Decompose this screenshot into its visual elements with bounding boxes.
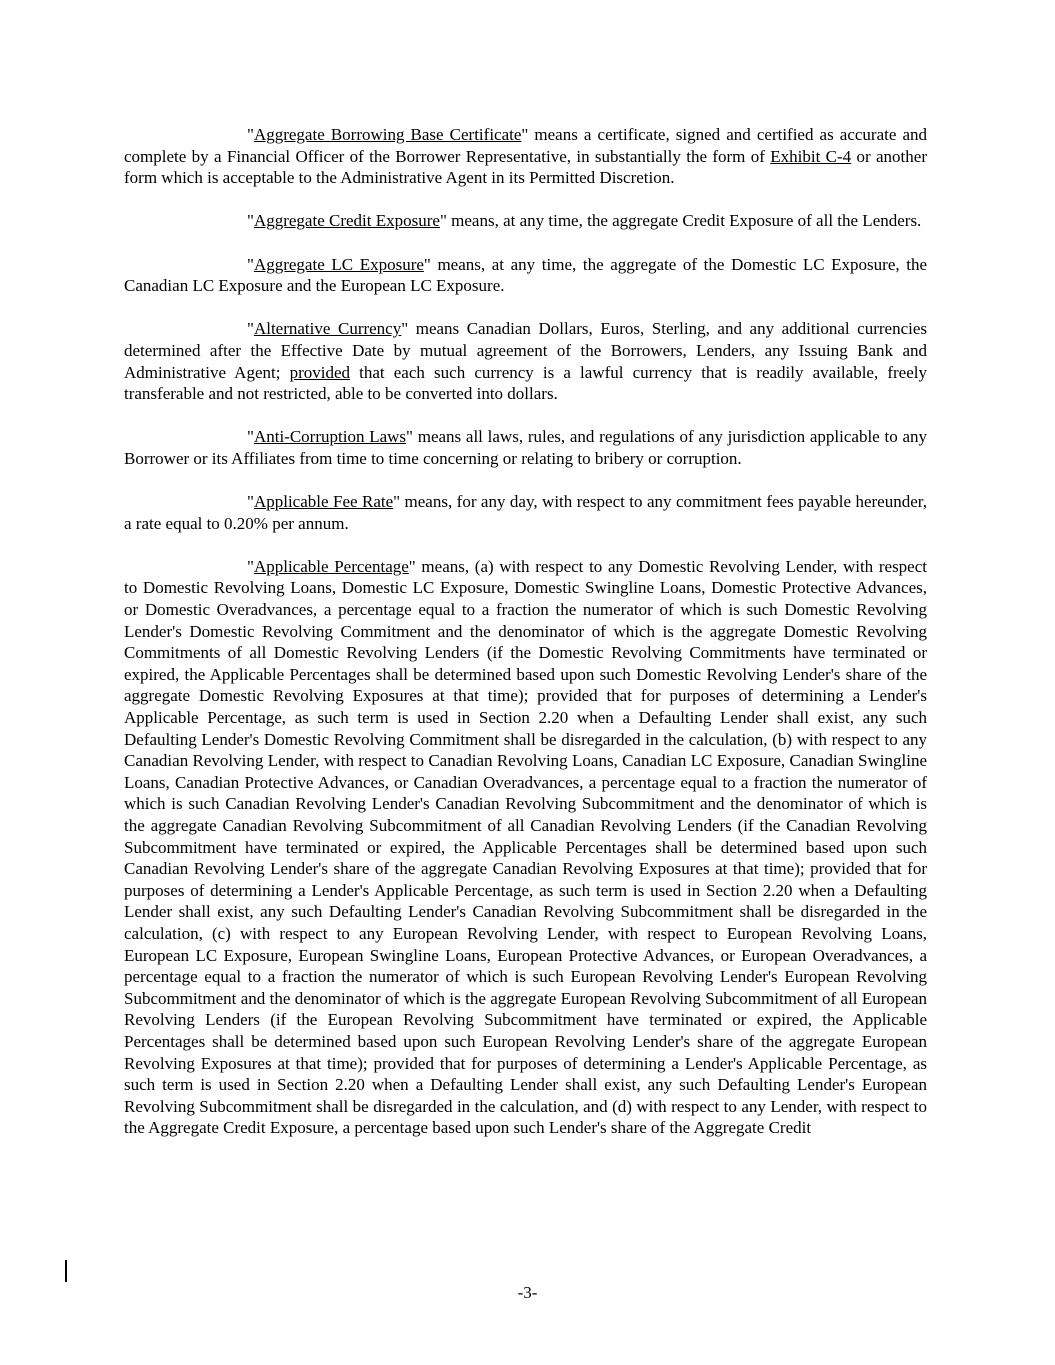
defined-term: Applicable Fee Rate	[253, 492, 394, 512]
definition-alternative-currency: "Alternative Currency" means Canadian Dollars, Euros, Sterling, and any additional currencies determined after the Effective Date by mutual agreement of the Borrowers, Lenders, any Issuing Bank and Administrative Agent; provided that each such currency is a lawful currency that is readily available, freely transferable and not restricted, able to be converted into dollars.	[124, 319, 927, 404]
definition-applicable-fee-rate: "Applicable Fee Rate" means, for any day, with respect to any commitment fees payable hereunder, a rate equal to 0.20% per annum.	[124, 492, 928, 533]
definition-text: " means, for any day, with respect to any commitment fees payable hereunder, a rate equal to 0.20% per annum.	[124, 492, 928, 533]
definition-text: or another form which is acceptable to the Administrative Agent in its Permitted Discretion.	[124, 146, 927, 188]
definition-text: that each such currency is a lawful currency that is readily available, freely transferable and not restricted, able to be converted into dollars.	[124, 362, 927, 404]
definition-text: " means, at any time, the aggregate of the Domestic LC Exposure, the Canadian LC Exposure and the European LC Exposure.	[124, 254, 927, 296]
definition-text: " means all laws, rules, and regulations of any jurisdiction applicable to any Borrower or its Affiliates from time to time concerning or relating to bribery or corruption.	[124, 427, 927, 468]
exhibit-reference: Exhibit C-4	[770, 146, 852, 166]
page-number: -3-	[517, 1283, 538, 1302]
defined-term: Alternative Currency	[253, 319, 402, 339]
defined-term: Applicable Percentage	[253, 556, 409, 576]
definition-aggregate-credit-exposure: "Aggregate Credit Exposure" means, at any time, the aggregate Credit Exposure of all the Lenders.	[247, 211, 922, 231]
definitions-section	[124, 124, 927, 1161]
defined-term: Aggregate LC Exposure	[253, 254, 424, 274]
definition-text: " means, (a) with respect to any Domestic Revolving Lender, with respect to Domestic Revolving Loans, Domestic LC Exposure, Domestic Swingline Loans, Domestic Protective Advances, or Domestic Overadvances, a percentage equal to a fraction the numerator of which is such Domestic Revolving Lender's Domestic Revolving Commitment and the denominator of which is the aggregate Domestic Revolving Commitments of all Domestic Revolving Lenders (if the Domestic Revolving Commitments have terminated or expired, the Applicable Percentages shall be determined based upon such Domestic Revolving Lender's share of the aggregate Domestic Revolving Exposures at that time); provided that for purposes of determining a Lender's Applicable Percentage, as such term is used in Section 2.20 when a Defaulting Lender shall exist, any such Defaulting Lender's Domestic Revolving Commitment shall be disregarded in the calculation, (b) with respect to any Canadian Revolving Lender, with respect to Canadian Revolving Loans, Canadian LC Exposure, Canadian Swingline Loans, Canadian Protective Advances, or Canadian Overadvances, a percentage equal to a fraction the numerator of which is such Canadian Revolving Lender's Canadian Revolving Subcommitment and the denominator of which is the aggregate Canadian Revolving Subcommitment of all Canadian Revolving Lenders (if the Canadian Revolving Subcommitment have terminated or expired, the Applicable Percentages shall be determined based upon such Canadian Revolving Lender's share of the aggregate Canadian Revolving Exposures at that time); provided that for purposes of determining a Lender's Applicable Percentage, as such term is used in Section 2.20 when a Defaulting Lender shall exist, any such Defaulting Lender's Canadian Revolving Subcommitment shall be disregarded in the calculation, (c) with respect to any European Revolving Lender, with respect to European Revolving Loans, European LC Exposure, European Swingline Loans, European Protective Advances, or European Overadvances, a percentage equal to a fraction the numerator of which is such European Revolving Lender's European Revolving Subcommitment and the denominator of which is the aggregate European Revolving Subcommitment of all European Revolving Lenders (if the European Revolving Subcommitment have terminated or expired, the Applicable Percentages shall be determined based upon such European Revolving Lender's share of the aggregate European Revolving Exposures at that time); provided that for purposes of determining a Lender's Applicable Percentage, as such term is used in Section 2.20 when a Defaulting Lender shall exist, any such Defaulting Lender's European Revolving Subcommitment shall be disregarded in the calculation, and (d) with respect to any Lender, with respect to the Aggregate Credit Exposure, a percentage based upon such Lender's share of the Aggregate Credit	[124, 556, 927, 1138]
definition-anti-corruption-laws: "Anti-Corruption Laws" means all laws, rules, and regulations of any jurisdiction applicable to any Borrower or its Affiliates from time to time concerning or relating to bribery or corruption.	[124, 427, 927, 468]
defined-term: Anti-Corruption Laws	[253, 427, 407, 447]
definition-text: " means a certificate, signed and certified as accurate and complete by a Financial Officer of the Borrower Representative, in substantially the form of	[124, 125, 927, 166]
definition-aggregate-borrowing-base-certificate: "Aggregate Borrowing Base Certificate" means a certificate, signed and certified as accurate and complete by a Financial Officer of the Borrower Representative, in substantially the form of Exhibit C-4 or another form which is acceptable to the Administrative Agent in its Permitted Discretion.	[124, 125, 927, 188]
definition-text: " means Canadian Dollars, Euros, Sterling, and any additional currencies determined after the Effective Date by mutual agreement of the Borrowers, Lenders, any Issuing Bank and Administrative Agent;	[124, 319, 927, 382]
revision-bar	[65, 1260, 67, 1282]
definition-aggregate-lc-exposure: "Aggregate LC Exposure" means, at any time, the aggregate of the Domestic LC Exposure, the Canadian LC Exposure and the European LC Exposure.	[124, 254, 927, 296]
defined-term: Aggregate Borrowing Base Certificate	[253, 125, 522, 144]
defined-term: Aggregate Credit Exposure	[253, 211, 440, 231]
definition-text: " means, at any time, the aggregate Credit Exposure of all the Lenders.	[439, 211, 922, 231]
definition-applicable-percentage: "Applicable Percentage" means, (a) with respect to any Domestic Revolving Lender, with respect to Domestic Revolving Loans, Domestic LC Exposure, Domestic Swingline Loans, Domestic Protective Advances, or Domestic Overadvances, a percentage equal to a fraction the numerator of which is such Domestic Revolving Lender's Domestic Revolving Commitment and the denominator of which is the aggregate Domestic Revolving Commitments of all Domestic Revolving Lenders (if the Domestic Revolving Commitments have terminated or expired, the Applicable Percentages shall be determined based upon such Domestic Revolving Lender's share of the aggregate Domestic Revolving Exposures at that time); provided that for purposes of determining a Lender's Applicable Percentage, as such term is used in Section 2.20 when a Defaulting Lender shall exist, any such Defaulting Lender's Domestic Revolving Commitment shall be disregarded in the calculation, (b) with respect to any Canadian Revolving Lender, with respect to Canadian Revolving Loans, Canadian LC Exposure, Canadian Swingline Loans, Canadian Protective Advances, or Canadian Overadvances, a percentage equal to a fraction the numerator of which is such Canadian Revolving Lender's Canadian Revolving Subcommitment and the denominator of which is the aggregate Canadian Revolving Subcommitment of all Canadian Revolving Lenders (if the Canadian Revolving Subcommitment have terminated or expired, the Applicable Percentages shall be determined based upon such Canadian Revolving Lender's share of the aggregate Canadian Revolving Exposures at that time); provided that for purposes of determining a Lender's Applicable Percentage, as such term is used in Section 2.20 when a Defaulting Lender shall exist, any such Defaulting Lender's Canadian Revolving Subcommitment shall be disregarded in the calculation, (c) with respect to any European Revolving Lender, with respect to European Revolving Loans, European LC Exposure, European Swingline Loans, European Protective Advances, or European Overadvances, a percentage equal to a fraction the numerator of which is such European Revolving Lender's European Revolving Subcommitment and the denominator of which is the aggregate European Revolving Subcommitment of all European Revolving Lenders (if the European Revolving Subcommitment have terminated or expired, the Applicable Percentages shall be determined based upon such European Revolving Lender's share of the aggregate European Revolving Exposures at that time); provided that for purposes of determining a Lender's Applicable Percentage, as such term is used in Section 2.20 when a Defaulting Lender shall exist, any such Defaulting Lender's European Revolving Subcommitment shall be disregarded in the calculation, and (d) with respect to any Lender, with respect to the Aggregate Credit Exposure, a percentage based upon such Lender's share of the Aggregate Credit	[124, 556, 927, 1138]
provided-proviso: provided	[289, 362, 351, 382]
